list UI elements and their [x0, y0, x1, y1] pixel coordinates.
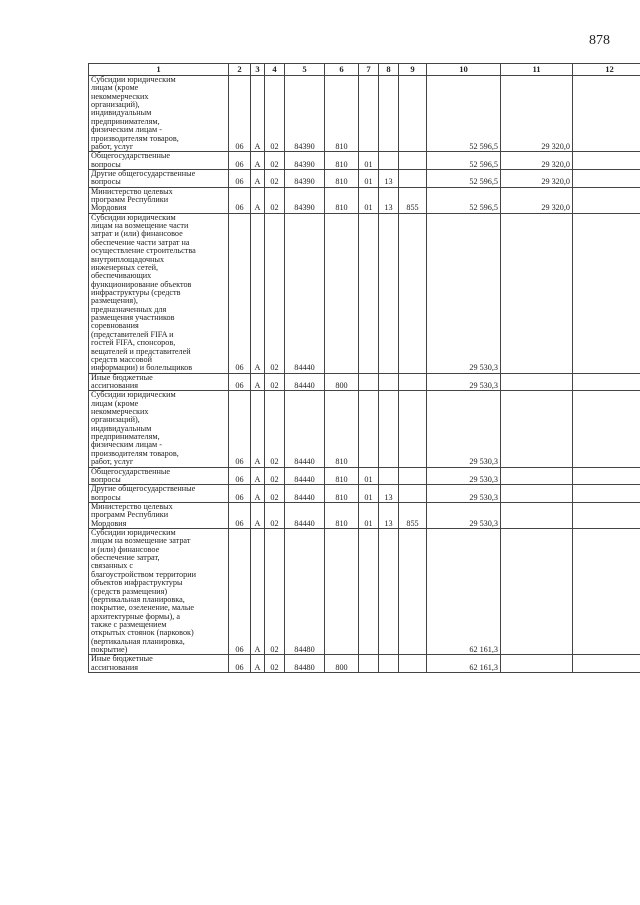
cell-subdivision — [379, 655, 399, 673]
cell-ministry-code — [399, 391, 427, 467]
cell-expense-type: 810 — [325, 502, 359, 528]
cell-division — [359, 655, 379, 673]
cell-subprogram: 02 — [265, 467, 285, 485]
cell-subdivision — [379, 213, 399, 373]
table-row — [89, 391, 640, 467]
cell-ministry-code — [399, 169, 427, 187]
table-row — [89, 502, 640, 528]
budget-table — [88, 63, 640, 673]
cell-subprogram: 02 — [265, 152, 285, 170]
cell-ministry-code: 855 — [399, 502, 427, 528]
cell-expense-type: 810 — [325, 152, 359, 170]
column-header-10: 10 — [427, 64, 501, 76]
table-row — [89, 169, 640, 187]
cell-code: 84390 — [285, 76, 325, 152]
cell-amount-1: 52 596,5 — [427, 76, 501, 152]
cell-division: 01 — [359, 502, 379, 528]
column-header-6: 6 — [325, 64, 359, 76]
cell-subprogram: 02 — [265, 76, 285, 152]
cell-section: 06 — [229, 213, 251, 373]
cell-name: Общегосударственные вопросы — [89, 152, 229, 170]
cell-subprogram: 02 — [265, 655, 285, 673]
cell-amount-1: 29 530,3 — [427, 391, 501, 467]
cell-ministry-code — [399, 467, 427, 485]
cell-amount-3 — [573, 169, 640, 187]
table-header-row — [89, 64, 640, 76]
cell-expense-type: 810 — [325, 187, 359, 213]
cell-amount-3 — [573, 373, 640, 391]
cell-code: 84480 — [285, 655, 325, 673]
cell-amount-1: 52 596,5 — [427, 187, 501, 213]
cell-division: 01 — [359, 467, 379, 485]
cell-subprogram: 02 — [265, 502, 285, 528]
cell-ministry-code — [399, 529, 427, 655]
cell-section: 06 — [229, 169, 251, 187]
cell-program-letter: А — [251, 655, 265, 673]
cell-program-letter: А — [251, 187, 265, 213]
cell-ministry-code — [399, 485, 427, 503]
cell-expense-type — [325, 529, 359, 655]
cell-section: 06 — [229, 502, 251, 528]
cell-division — [359, 391, 379, 467]
cell-amount-3 — [573, 485, 640, 503]
column-header-11: 11 — [501, 64, 573, 76]
cell-program-letter: А — [251, 169, 265, 187]
table-row — [89, 655, 640, 673]
cell-program-letter: А — [251, 502, 265, 528]
cell-amount-1: 29 530,3 — [427, 213, 501, 373]
cell-division: 01 — [359, 152, 379, 170]
cell-division — [359, 76, 379, 152]
cell-program-letter: А — [251, 467, 265, 485]
cell-section: 06 — [229, 467, 251, 485]
cell-expense-type: 810 — [325, 76, 359, 152]
cell-name: Другие общегосударственные вопросы — [89, 485, 229, 503]
cell-amount-2: 29 320,0 — [501, 76, 573, 152]
cell-ministry-code — [399, 373, 427, 391]
cell-program-letter: А — [251, 213, 265, 373]
cell-section: 06 — [229, 187, 251, 213]
cell-code: 84440 — [285, 373, 325, 391]
cell-name: Иные бюджетные ассигнования — [89, 373, 229, 391]
cell-amount-2: 29 320,0 — [501, 152, 573, 170]
cell-section: 06 — [229, 655, 251, 673]
cell-subprogram: 02 — [265, 169, 285, 187]
column-header-9: 9 — [399, 64, 427, 76]
cell-section: 06 — [229, 152, 251, 170]
table-row — [89, 152, 640, 170]
column-header-2: 2 — [229, 64, 251, 76]
cell-program-letter: А — [251, 391, 265, 467]
cell-code: 84390 — [285, 152, 325, 170]
cell-division: 01 — [359, 169, 379, 187]
cell-subprogram: 02 — [265, 391, 285, 467]
cell-ministry-code: 855 — [399, 187, 427, 213]
cell-amount-1: 52 596,5 — [427, 169, 501, 187]
cell-subdivision: 13 — [379, 169, 399, 187]
cell-subprogram: 02 — [265, 485, 285, 503]
cell-expense-type: 810 — [325, 485, 359, 503]
cell-expense-type: 810 — [325, 467, 359, 485]
page-number: 878 — [589, 33, 610, 48]
cell-amount-1: 62 161,3 — [427, 655, 501, 673]
cell-amount-1: 29 530,3 — [427, 485, 501, 503]
table-row — [89, 485, 640, 503]
cell-amount-3 — [573, 467, 640, 485]
cell-section: 06 — [229, 76, 251, 152]
cell-amount-3 — [573, 655, 640, 673]
cell-amount-1: 29 530,3 — [427, 467, 501, 485]
column-header-12: 12 — [573, 64, 640, 76]
table-row — [89, 373, 640, 391]
cell-amount-2: 29 320,0 — [501, 187, 573, 213]
cell-name: Министерство целевых программ Республики Мордовия — [89, 187, 229, 213]
cell-amount-2 — [501, 373, 573, 391]
cell-subdivision — [379, 391, 399, 467]
cell-code: 84440 — [285, 391, 325, 467]
cell-subprogram: 02 — [265, 187, 285, 213]
cell-amount-1: 62 161,3 — [427, 529, 501, 655]
cell-expense-type: 800 — [325, 655, 359, 673]
column-header-1: 1 — [89, 64, 229, 76]
cell-expense-type — [325, 213, 359, 373]
cell-section: 06 — [229, 391, 251, 467]
cell-expense-type: 800 — [325, 373, 359, 391]
cell-amount-2 — [501, 502, 573, 528]
cell-amount-2 — [501, 655, 573, 673]
cell-amount-2 — [501, 529, 573, 655]
cell-amount-3 — [573, 529, 640, 655]
cell-name: Общегосударственные вопросы — [89, 467, 229, 485]
cell-subprogram: 02 — [265, 529, 285, 655]
cell-amount-3 — [573, 213, 640, 373]
column-header-3: 3 — [251, 64, 265, 76]
cell-amount-2 — [501, 467, 573, 485]
cell-amount-1: 29 530,3 — [427, 502, 501, 528]
table-row — [89, 76, 640, 152]
column-header-5: 5 — [285, 64, 325, 76]
cell-code: 84440 — [285, 502, 325, 528]
cell-program-letter: А — [251, 76, 265, 152]
cell-division — [359, 373, 379, 391]
cell-program-letter: А — [251, 373, 265, 391]
cell-name: Субсидии юридическим лицам на возмещение затрат и (или) финансовое обеспечение затрат, связанных с благоустройством территории объектов инфраструктуры (средств размещения) (вертикальная планировка, покрытие, озеленение, малые архитектурные формы), а также с размещением открытых стоянок (парковок) (вертикальная планировка, покрытие) — [89, 529, 229, 655]
cell-name: Министерство целевых программ Республики Мордовия — [89, 502, 229, 528]
cell-subdivision — [379, 467, 399, 485]
cell-section: 06 — [229, 529, 251, 655]
cell-amount-2 — [501, 213, 573, 373]
cell-code: 84390 — [285, 169, 325, 187]
cell-subdivision: 13 — [379, 502, 399, 528]
cell-subdivision: 13 — [379, 187, 399, 213]
cell-code: 84480 — [285, 529, 325, 655]
table-row — [89, 187, 640, 213]
cell-expense-type: 810 — [325, 391, 359, 467]
cell-division — [359, 529, 379, 655]
cell-ministry-code — [399, 76, 427, 152]
column-header-8: 8 — [379, 64, 399, 76]
cell-name: Субсидии юридическим лицам (кроме некоммерческих организаций), индивидуальным предпринимателям, физическим лицам - производителям товаров, работ, услуг — [89, 76, 229, 152]
cell-division — [359, 213, 379, 373]
cell-subdivision — [379, 152, 399, 170]
cell-amount-3 — [573, 502, 640, 528]
cell-amount-1: 29 530,3 — [427, 373, 501, 391]
cell-amount-1: 52 596,5 — [427, 152, 501, 170]
cell-section: 06 — [229, 373, 251, 391]
cell-ministry-code — [399, 213, 427, 373]
cell-division: 01 — [359, 485, 379, 503]
cell-program-letter: А — [251, 485, 265, 503]
column-header-7: 7 — [359, 64, 379, 76]
cell-amount-2 — [501, 391, 573, 467]
cell-code: 84390 — [285, 187, 325, 213]
cell-ministry-code — [399, 655, 427, 673]
cell-subdivision — [379, 529, 399, 655]
cell-program-letter: А — [251, 152, 265, 170]
cell-section: 06 — [229, 485, 251, 503]
cell-amount-2 — [501, 485, 573, 503]
cell-code: 84440 — [285, 213, 325, 373]
cell-code: 84440 — [285, 485, 325, 503]
table-body — [89, 76, 640, 673]
cell-ministry-code — [399, 152, 427, 170]
cell-subprogram: 02 — [265, 213, 285, 373]
cell-code: 84440 — [285, 467, 325, 485]
cell-subdivision — [379, 76, 399, 152]
cell-amount-2: 29 320,0 — [501, 169, 573, 187]
cell-expense-type: 810 — [325, 169, 359, 187]
cell-name: Субсидии юридическим лицам (кроме некоммерческих организаций), индивидуальным предпринимателям, физическим лицам - производителям товаров, работ, услуг — [89, 391, 229, 467]
table-row — [89, 467, 640, 485]
cell-name: Субсидии юридическим лицам на возмещение части затрат и (или) финансовое обеспечение части затрат на осуществление строительства внутриплощадочных инженерных сетей, обеспечивающих функционирование объектов инфраструктуры (средств размещения), предназначенных для размещения участников соревнования (представителей FIFA и гостей FIFA, спонсоров, вещателей и представителей средств массовой информации) и болельщиков — [89, 213, 229, 373]
cell-subdivision — [379, 373, 399, 391]
cell-division: 01 — [359, 187, 379, 213]
cell-program-letter: А — [251, 529, 265, 655]
cell-amount-3 — [573, 391, 640, 467]
column-header-4: 4 — [265, 64, 285, 76]
cell-subprogram: 02 — [265, 373, 285, 391]
table-row — [89, 213, 640, 373]
cell-amount-3 — [573, 76, 640, 152]
table-row — [89, 529, 640, 655]
cell-name: Другие общегосударственные вопросы — [89, 169, 229, 187]
cell-name: Иные бюджетные ассигнования — [89, 655, 229, 673]
cell-amount-3 — [573, 152, 640, 170]
cell-subdivision: 13 — [379, 485, 399, 503]
cell-amount-3 — [573, 187, 640, 213]
